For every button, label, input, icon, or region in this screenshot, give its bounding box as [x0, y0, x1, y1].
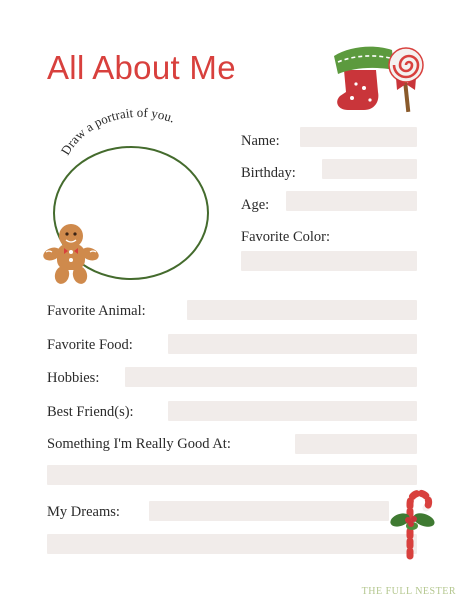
good-at-label: Something I'm Really Good At: — [47, 436, 231, 452]
dreams-field-line[interactable] — [47, 534, 417, 554]
dreams-field-inline[interactable] — [149, 501, 389, 521]
gingerbread-man-icon — [42, 220, 100, 286]
favorite-animal-field[interactable] — [187, 300, 417, 320]
age-label: Age: — [241, 197, 270, 213]
svg-text:Draw a portrait of you. — [58, 105, 177, 158]
favorite-food-field[interactable] — [168, 334, 417, 354]
favorite-color-field[interactable] — [241, 251, 417, 271]
name-label: Name: — [241, 133, 280, 149]
good-at-field-line[interactable] — [47, 465, 417, 485]
dreams-label: My Dreams: — [47, 504, 120, 520]
favorite-color-label: Favorite Color: — [241, 229, 331, 245]
age-field[interactable] — [286, 191, 417, 211]
stocking-lollipop-icon — [330, 40, 435, 115]
candy-cane-icon — [386, 486, 440, 558]
favorite-animal-label: Favorite Animal: — [47, 303, 146, 319]
good-at-field-inline[interactable] — [295, 434, 417, 454]
portrait-caption-text: Draw a portrait of you. — [57, 104, 177, 158]
best-friends-field[interactable] — [168, 401, 417, 421]
hobbies-field[interactable] — [125, 367, 417, 387]
birthday-label: Birthday: — [241, 165, 296, 181]
best-friends-label: Best Friend(s): — [47, 404, 134, 420]
name-field[interactable] — [300, 127, 417, 147]
hobbies-label: Hobbies: — [47, 370, 100, 386]
portrait-caption — [40, 104, 225, 178]
favorite-food-label: Favorite Food: — [47, 337, 133, 353]
footer-brand: THE FULL NESTER — [361, 586, 456, 597]
birthday-field[interactable] — [322, 159, 417, 179]
page-title: All About Me — [47, 49, 236, 86]
